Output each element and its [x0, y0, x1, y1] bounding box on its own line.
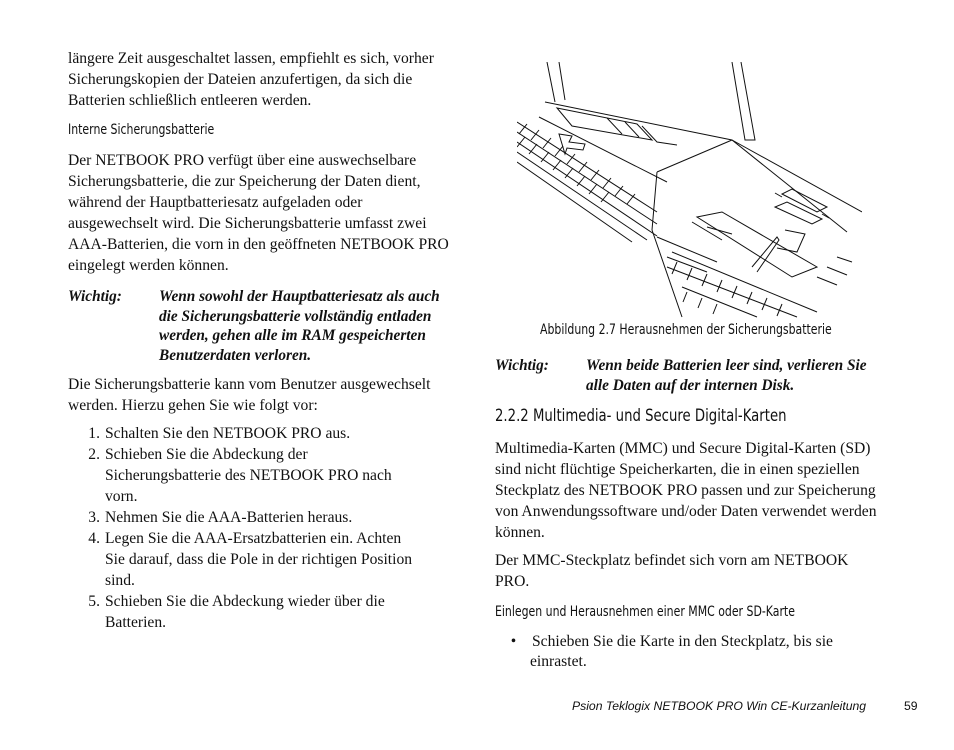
note-text: Wenn beide Batterien leer sind, verlieren Sie alle Daten auf der internen Disk.	[586, 357, 867, 394]
list-item: 3. Nehmen Sie die AAA-Batterien heraus.	[88, 509, 353, 526]
note-label: Wichtig:	[495, 357, 549, 374]
important-note-right	[495, 356, 907, 395]
backup-battery-illustration	[517, 62, 862, 320]
note-label: Wichtig:	[68, 288, 122, 305]
memory-cards-paragraph: Multimedia-Karten (MMC) und Secure Digital-Karten (SD) sind nicht flüchtige Speicherkarten, die in einen speziellen Steckplatz des NETBOOK PRO passen und zur Speicherung von Anwendungssoftware und/oder Daten verwendet werden können.	[495, 440, 877, 541]
subheading-insert-card: Einlegen und Herausnehmen einer MMC oder SD-Karte	[495, 604, 795, 620]
list-item: 1. Schalten Sie den NETBOOK PRO aus.	[88, 425, 351, 442]
replacement-intro-paragraph: Die Sicherungsbatterie kann vom Benutzer ausgewechselt werden. Hierzu gehen Sie wie folgt vor:	[68, 376, 431, 414]
removed-cover	[775, 189, 827, 224]
important-note	[68, 287, 488, 365]
mmc-slot-paragraph: Der MMC-Steckplatz befindet sich vorn am NETBOOK PRO.	[495, 552, 849, 590]
keyboard-keys-right	[657, 237, 852, 317]
list-item: 5. Schieben Sie die Abdeckung wieder über die Batterien.	[88, 593, 385, 631]
page-number: 59	[904, 699, 918, 713]
subheading-backup-battery: Interne Sicherungsbatterie	[68, 122, 215, 138]
section-heading: 2.2.2 Multimedia- und Secure Digital-Karten	[495, 406, 787, 426]
device-body-lower	[652, 140, 862, 317]
keyboard-deck	[539, 102, 847, 232]
backup-battery-paragraph: Der NETBOOK PRO verfügt über eine auswechselbare Sicherungsbatterie, die zur Speicherung der Daten dient, während der Hauptbatteriesatz aufgeladen oder ausgewechselt wird. Die Sicherungsbatterie umfasst zwei AAA-Batterien, die vorn in den geöffneten NETBOOK PRO eingelegt werden können.	[68, 152, 449, 274]
page-footer	[572, 699, 918, 713]
bullet-icon: •	[510, 633, 517, 650]
figure-caption: Abbildung 2.7 Herausnehmen der Sicherungsbatterie	[540, 322, 832, 338]
list-item: • Schieben Sie die Karte in den Steckplatz, bis sie einrastet.	[495, 632, 907, 671]
battery-cover	[697, 212, 817, 277]
screen-lid	[547, 62, 565, 102]
steps-list	[68, 423, 488, 633]
keyboard-keys-left	[517, 122, 657, 242]
list-item: 4. Legen Sie die AAA-Ersatzbatterien ein. Achten Sie darauf, dass die Pole in der richtigen Position sind.	[88, 530, 413, 589]
note-text: Wenn sowohl der Hauptbatteriesatz als auch die Sicherungsbatterie vollständig entladen werden, gehen alle im RAM gespeicherten Benutzerdaten verloren.	[159, 288, 440, 364]
list-item: 2. Schieben Sie die Abdeckung der Sicherungsbatterie des NETBOOK PRO nach vorn.	[88, 446, 392, 505]
footer-title: Psion Teklogix NETBOOK PRO Win CE-Kurzanleitung	[572, 699, 867, 713]
intro-paragraph: längere Zeit ausgeschaltet lassen, empfiehlt es sich, vorher Sicherungskopien der Dateien anzufertigen, da sich die Batterien schließlich entleeren werden.	[68, 50, 434, 109]
